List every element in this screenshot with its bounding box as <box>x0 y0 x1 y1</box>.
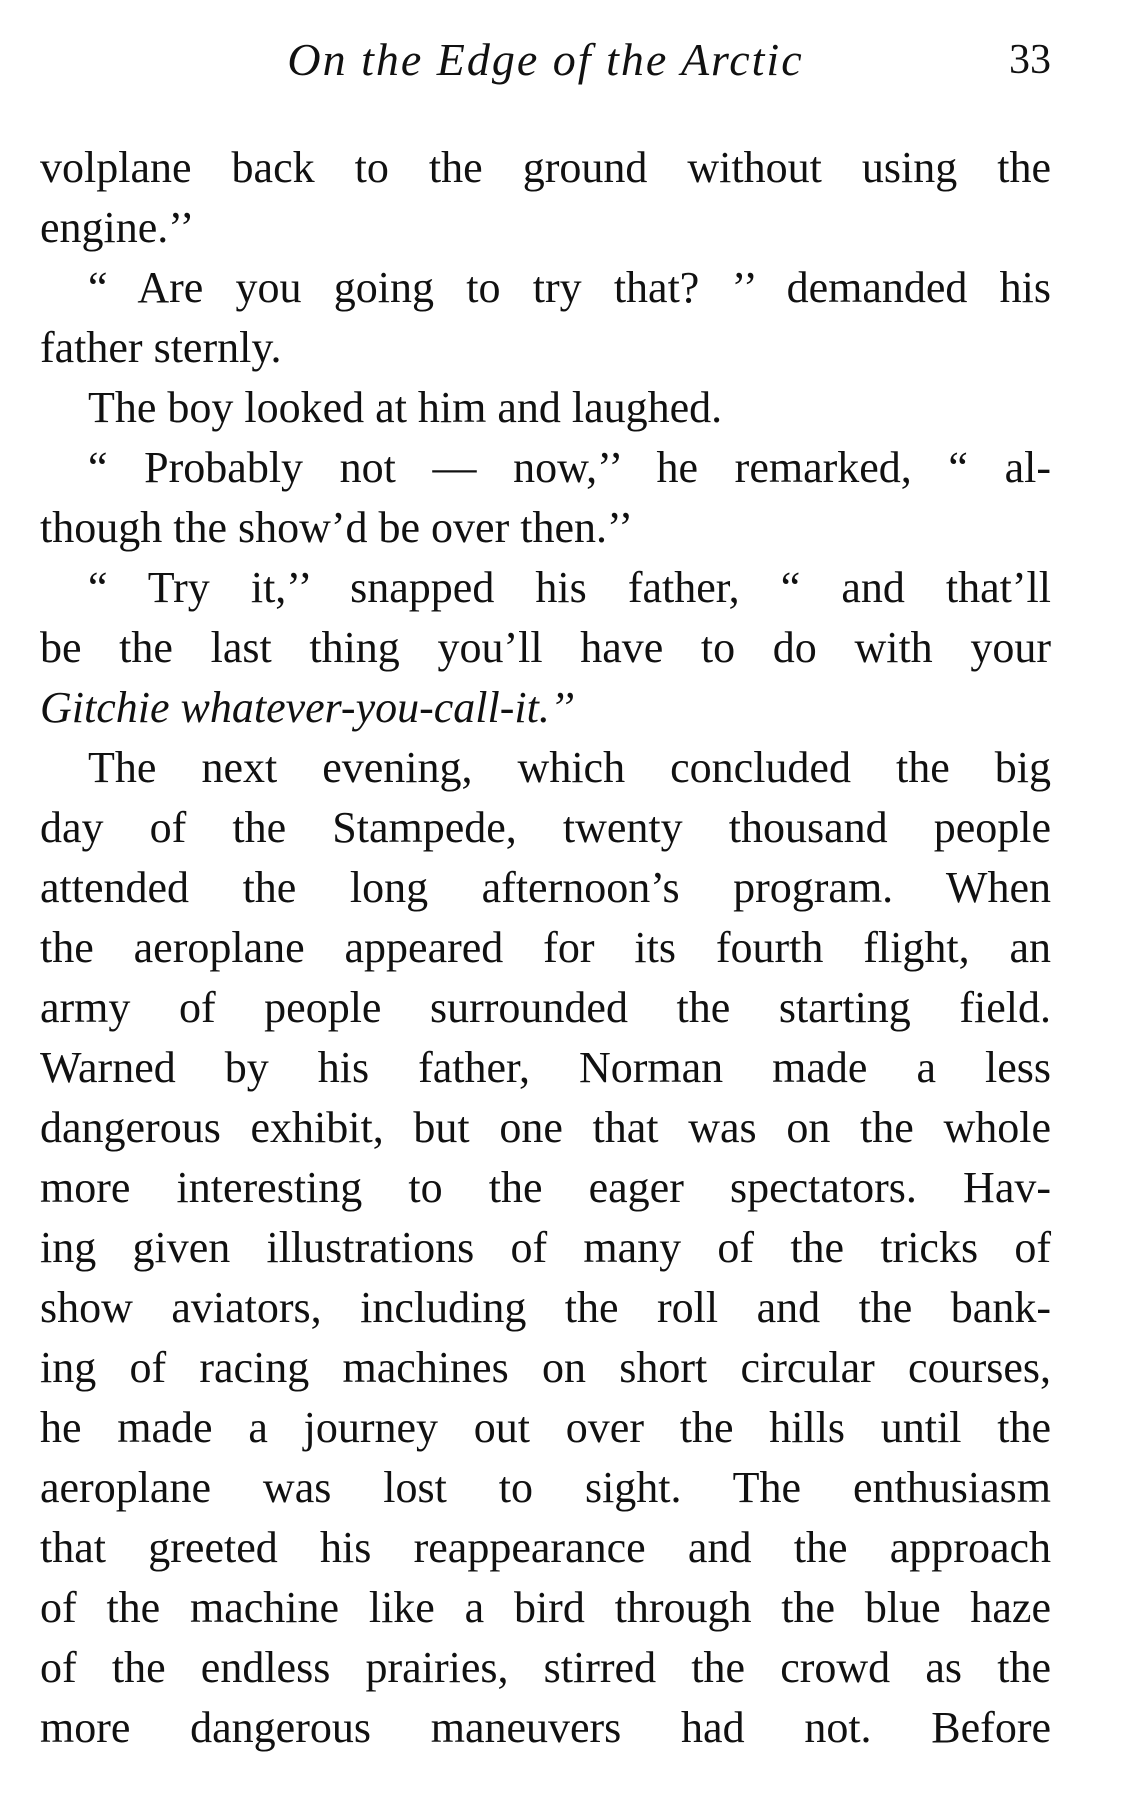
text-line: though the show’d be over then.’’ <box>40 503 634 552</box>
text-line: “ Try it,’’ snapped his father, “ and that’ll <box>88 563 1051 612</box>
text-line: dangerous exhibit, but one that was on the whole <box>40 1103 1051 1152</box>
text-line: aeroplane was lost to sight. The enthusiasm <box>40 1463 1051 1512</box>
text-line: of the endless prairies, stirred the crowd as the <box>40 1643 1051 1692</box>
running-title: On the Edge of the Arctic <box>287 34 804 85</box>
text-line: ing given illustrations of many of the tricks of <box>40 1223 1051 1272</box>
text-line: that greeted his reappearance and the approach <box>40 1523 1051 1572</box>
text-line: show aviators, including the roll and the bank- <box>40 1283 1051 1332</box>
text-line: more dangerous maneuvers had not. Before <box>40 1703 1051 1752</box>
text-line: engine.’’ <box>40 203 195 252</box>
text-line: “ Probably not — now,’’ he remarked, “ al- <box>88 443 1051 492</box>
text-line: he made a journey out over the hills until the <box>40 1403 1051 1452</box>
text-line: Warned by his father, Norman made a less <box>40 1043 1051 1092</box>
text-line: ing of racing machines on short circular courses, <box>40 1343 1051 1392</box>
text-line: day of the Stampede, twenty thousand people <box>40 803 1051 852</box>
text-line: attended the long afternoon’s program. When <box>40 863 1051 912</box>
page-number: 33 <box>1009 37 1051 83</box>
text-line: “ Are you going to try that? ’’ demanded his <box>88 263 1051 312</box>
text-line: volplane back to the ground without using the <box>40 143 1051 192</box>
text-line: father sternly. <box>40 323 282 372</box>
text-line: The boy looked at him and laughed. <box>88 383 723 432</box>
text-line: army of people surrounded the starting field. <box>40 983 1051 1032</box>
text-line: of the machine like a bird through the blue haze <box>40 1583 1051 1632</box>
text-line: the aeroplane appeared for its fourth flight, an <box>40 923 1051 972</box>
body-text <box>40 138 1051 1758</box>
text-line: be the last thing you’ll have to do with your <box>40 623 1051 672</box>
running-header <box>40 30 1051 90</box>
text-line: The next evening, which concluded the big <box>88 743 1051 792</box>
text-line: more interesting to the eager spectators. Hav- <box>40 1163 1051 1212</box>
text-line: Gitchie whatever-you-call-it.’’ <box>40 683 575 732</box>
